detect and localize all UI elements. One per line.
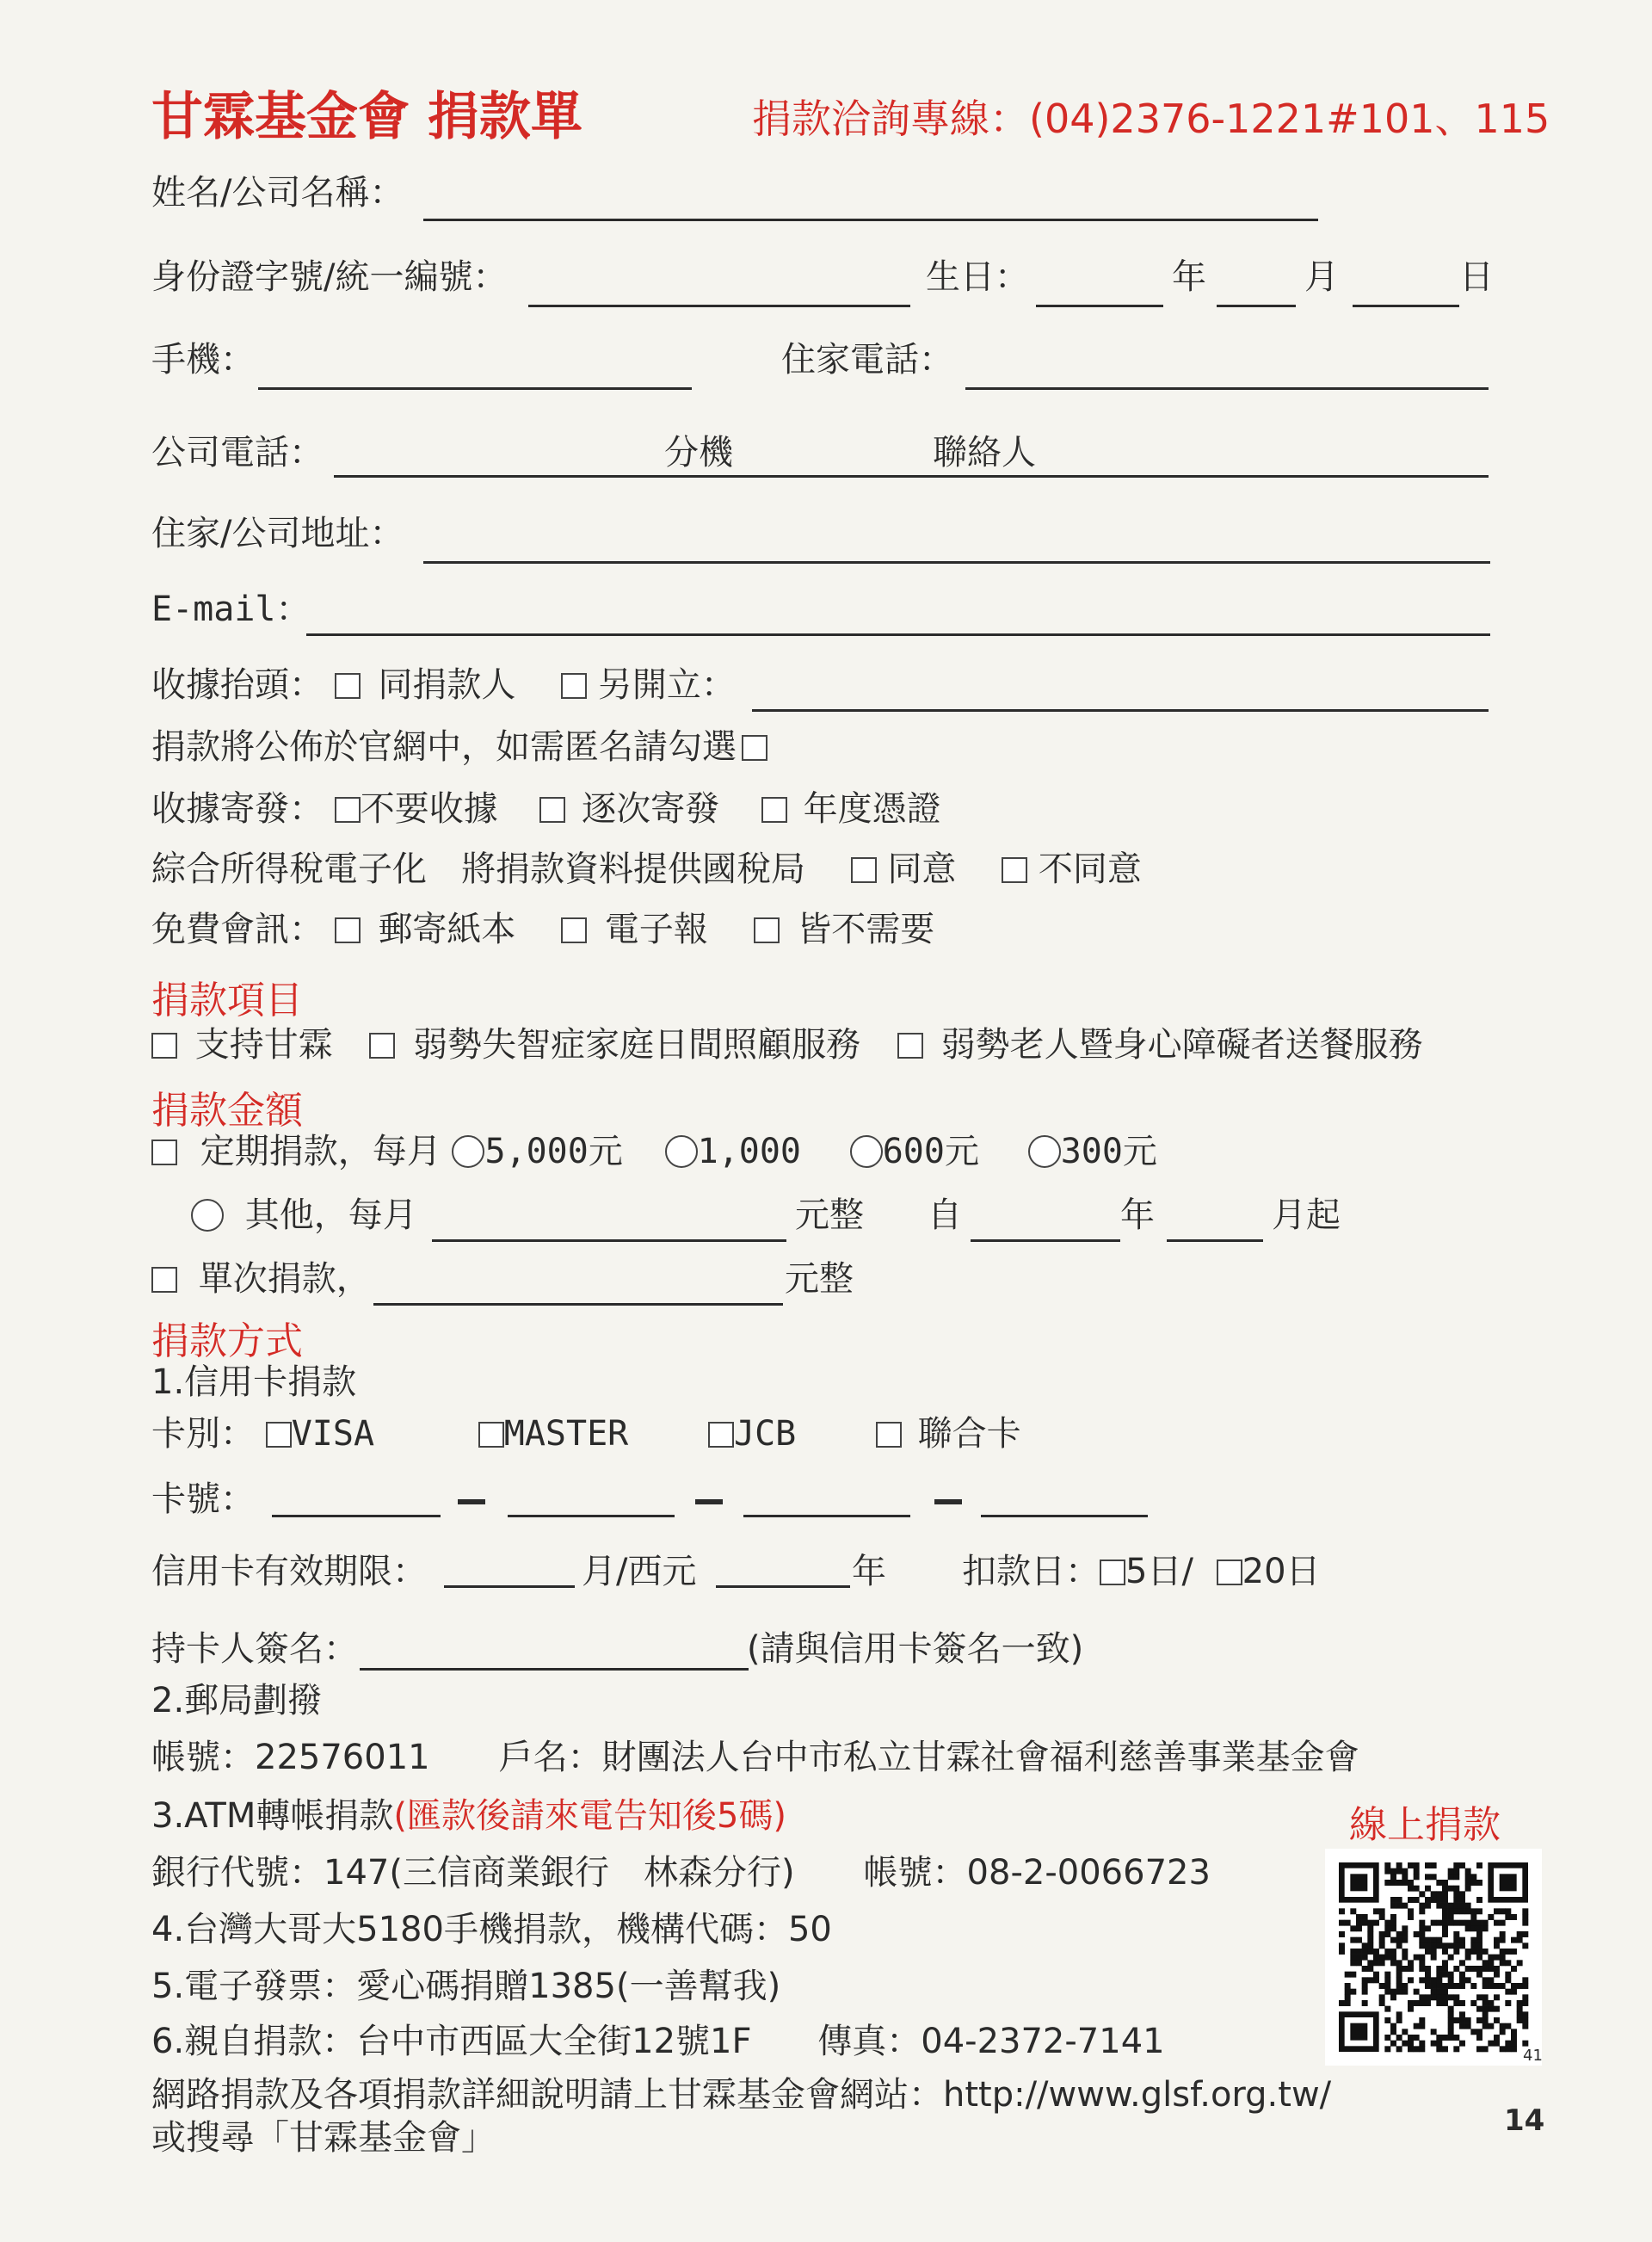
- contact-person-label: 聯絡人: [933, 433, 1036, 472]
- post-office-title: 2.郵局劃撥: [151, 1681, 323, 1720]
- same-as-donor-checkbox[interactable]: [335, 673, 361, 699]
- name-label: 姓名/公司名稱：: [151, 173, 404, 213]
- office-phone-label: 公司電話：: [151, 433, 324, 472]
- start-year-label: 年: [1120, 1195, 1155, 1235]
- card-number-part-4[interactable]: [981, 1515, 1148, 1517]
- amount-5000-label: 5,000元: [484, 1132, 623, 1171]
- single-donation-label: 單次捐款，: [198, 1259, 371, 1299]
- extension-label: 分機: [664, 433, 733, 472]
- paper-newsletter-checkbox[interactable]: [335, 917, 361, 943]
- master-checkbox[interactable]: [478, 1422, 504, 1448]
- debit-day-5-checkbox[interactable]: [1100, 1560, 1125, 1585]
- expiry-month-label: 月/西元: [582, 1552, 697, 1591]
- from-label: 自: [928, 1195, 962, 1235]
- card-type-row: [151, 1414, 1021, 1454]
- bank-info: 銀行代號：147(三信商業銀行 林森分行) 帳號：08-2-0066723: [151, 1853, 1211, 1893]
- start-month-label: 月起: [1272, 1195, 1341, 1235]
- other-amount-unit: 元整: [795, 1195, 864, 1235]
- qr-code-image: [1325, 1849, 1542, 2066]
- address-label: 住家/公司地址：: [151, 514, 404, 553]
- no-newsletter-checkbox[interactable]: [754, 917, 780, 943]
- form-title: 甘霖基金會 捐款單: [151, 87, 583, 147]
- cardholder-signature-field[interactable]: [360, 1668, 749, 1671]
- cardholder-note: (請與信用卡簽名一致): [747, 1629, 1084, 1669]
- anonymous-label: 捐款將公佈於官網中，如需匿名請勾選: [151, 727, 737, 767]
- tax-disagree-checkbox[interactable]: [1002, 857, 1027, 883]
- birth-month-field[interactable]: [1217, 305, 1296, 307]
- donation-items-row: [151, 1025, 1423, 1065]
- start-year-field[interactable]: [971, 1239, 1120, 1242]
- donation-items-heading: 捐款項目: [151, 979, 303, 1022]
- card-number-dash: [934, 1499, 962, 1504]
- tax-agree-checkbox[interactable]: [851, 857, 877, 883]
- jcb-checkbox[interactable]: [708, 1422, 734, 1448]
- id-label: 身份證字號/統一編號：: [151, 257, 508, 297]
- dementia-care-checkbox[interactable]: [369, 1033, 395, 1059]
- receipt-mailing-row: [151, 789, 941, 829]
- newsletter-row: [151, 912, 934, 947]
- mobile-donation-info: 4.台灣大哥大5180手機捐款，機構代碼：50: [151, 1910, 832, 1949]
- other-title-checkbox[interactable]: [561, 673, 587, 699]
- meal-delivery-checkbox[interactable]: [897, 1033, 923, 1059]
- regular-donation-row: [151, 1134, 1157, 1169]
- birth-day-label: 日: [1459, 257, 1494, 297]
- union-card-label: 聯合卡: [917, 1414, 1021, 1454]
- regular-donation-checkbox[interactable]: [151, 1140, 177, 1165]
- epaper-checkbox[interactable]: [561, 917, 587, 943]
- credit-card-title: 1.信用卡捐款: [151, 1362, 357, 1402]
- atm-row: [151, 1796, 787, 1836]
- debit-day-5-label: 5日/: [1125, 1552, 1193, 1591]
- newsletter-label: 免費會訊：: [151, 910, 324, 949]
- single-amount-field[interactable]: [373, 1303, 783, 1306]
- union-card-checkbox[interactable]: [876, 1422, 902, 1448]
- atm-title: 3.ATM轉帳捐款: [151, 1796, 394, 1836]
- qr-code-number: 41: [1523, 2047, 1543, 2065]
- amount-5000-radio[interactable]: [452, 1135, 484, 1168]
- each-time-checkbox[interactable]: [539, 797, 565, 823]
- cardholder-label: 持卡人簽名：: [151, 1629, 358, 1669]
- other-amount-field[interactable]: [432, 1239, 786, 1242]
- card-number-part-2[interactable]: [508, 1515, 675, 1517]
- card-type-label: 卡別：: [151, 1414, 255, 1454]
- card-number-part-3[interactable]: [743, 1515, 910, 1517]
- other-amount-radio[interactable]: [191, 1199, 224, 1232]
- start-month-field[interactable]: [1167, 1239, 1263, 1242]
- amount-300-radio[interactable]: [1028, 1135, 1061, 1168]
- card-number-part-1[interactable]: [272, 1515, 441, 1517]
- birth-day-field[interactable]: [1353, 305, 1459, 307]
- amount-600-label: 600元: [882, 1132, 979, 1171]
- tax-disagree-label: 不同意: [1038, 849, 1142, 889]
- support-label: 支持甘霖: [194, 1025, 333, 1065]
- debit-day-20-checkbox[interactable]: [1217, 1560, 1242, 1585]
- home-phone-field[interactable]: [965, 387, 1489, 390]
- email-field[interactable]: [306, 633, 1490, 636]
- mobile-field[interactable]: [258, 387, 692, 390]
- tax-label: 綜合所得稅電子化 將捐款資料提供國稅局: [151, 849, 805, 889]
- amount-600-radio[interactable]: [850, 1135, 883, 1168]
- anonymous-row: [151, 727, 767, 767]
- fax-info: 傳真：04-2372-7141: [817, 2022, 1165, 2061]
- single-donation-row: [151, 1259, 371, 1299]
- id-field[interactable]: [528, 305, 910, 307]
- tax-row: [151, 849, 1142, 889]
- expiry-label: 信用卡有效期限：: [151, 1552, 427, 1591]
- search-note: 或搜尋「甘霖基金會」: [151, 2118, 496, 2158]
- name-field[interactable]: [423, 219, 1318, 221]
- home-phone-label: 住家電話：: [781, 340, 953, 380]
- regular-donation-label: 定期捐款，每月: [200, 1132, 441, 1171]
- website-note: 網路捐款及各項捐款詳細說明請上甘霖基金會網站：http://www.glsf.org.tw/: [151, 2075, 1332, 2115]
- office-phone-field[interactable]: [334, 475, 1489, 478]
- email-label: E-mail：: [151, 590, 311, 629]
- debit-day-20-label: 20日: [1242, 1552, 1321, 1591]
- meal-delivery-label: 弱勢老人暨身心障礙者送餐服務: [940, 1025, 1423, 1065]
- paper-newsletter-label: 郵寄紙本: [378, 910, 516, 949]
- single-donation-checkbox[interactable]: [151, 1267, 177, 1293]
- visa-checkbox[interactable]: [266, 1422, 292, 1448]
- page-number: 14: [1504, 2103, 1545, 2138]
- card-number-label: 卡號：: [151, 1479, 255, 1519]
- jcb-label: JCB: [733, 1414, 797, 1454]
- single-amount-unit: 元整: [785, 1259, 854, 1299]
- annual-certificate-label: 年度憑證: [803, 789, 941, 829]
- card-number-dash: [695, 1499, 723, 1504]
- each-time-label: 逐次寄發: [582, 789, 720, 829]
- master-label: MASTER: [503, 1414, 629, 1454]
- card-number-dash: [458, 1499, 485, 1504]
- debit-day-label: 扣款日：: [962, 1552, 1100, 1591]
- donation-methods-heading: 捐款方式: [151, 1319, 303, 1363]
- other-title-field[interactable]: [752, 709, 1489, 712]
- birth-year-field[interactable]: [1036, 305, 1163, 307]
- no-receipt-checkbox[interactable]: [335, 797, 361, 823]
- debit-day-row: [962, 1554, 1321, 1589]
- epaper-label: 電子報: [604, 910, 708, 949]
- tax-agree-label: 同意: [887, 849, 957, 889]
- expiry-year-label: 年: [852, 1552, 886, 1591]
- amount-1000-radio[interactable]: [665, 1135, 698, 1168]
- birth-month-label: 月: [1304, 257, 1339, 297]
- no-newsletter-label: 皆不需要: [797, 910, 935, 949]
- expiry-month-field[interactable]: [444, 1585, 575, 1588]
- amount-300-label: 300元: [1060, 1132, 1157, 1171]
- same-as-donor-label: 同捐款人: [378, 665, 516, 705]
- anonymous-checkbox[interactable]: [742, 735, 767, 761]
- birthday-label: 生日：: [926, 257, 1029, 297]
- annual-certificate-checkbox[interactable]: [761, 797, 787, 823]
- mobile-label: 手機：: [151, 340, 255, 380]
- donation-amount-heading: 捐款金額: [151, 1089, 303, 1133]
- receipt-mailing-label: 收據寄發：: [151, 789, 324, 829]
- donation-hotline: 捐款洽詢專線：(04)2376-1221#101、115: [752, 96, 1550, 142]
- no-receipt-label: 不要收據: [360, 789, 498, 829]
- dementia-care-label: 弱勢失智症家庭日間照顧服務: [413, 1025, 861, 1065]
- qr-code[interactable]: [1325, 1849, 1542, 2066]
- amount-1000-label: 1,000: [697, 1132, 801, 1171]
- address-field[interactable]: [423, 561, 1490, 564]
- in-person-info: 6.親自捐款：台中市西區大全街12號1F: [151, 2022, 752, 2061]
- support-checkbox[interactable]: [151, 1033, 177, 1059]
- expiry-year-field[interactable]: [716, 1585, 850, 1588]
- e-invoice-info: 5.電子發票：愛心碼捐贈1385(一善幫我): [151, 1967, 781, 2006]
- other-amount-row: [191, 1195, 417, 1235]
- in-person-row: [151, 2024, 1165, 2059]
- other-title-label: 另開立：: [597, 665, 736, 705]
- visa-label: VISA: [291, 1414, 375, 1454]
- atm-note: (匯款後請來電告知後5碼): [393, 1796, 787, 1836]
- receipt-title-label: [151, 665, 736, 705]
- receipt-title-text: 收據抬頭：: [151, 665, 324, 705]
- online-donation-label: 線上捐款: [1349, 1803, 1501, 1847]
- post-office-account: 帳號：22576011 戶名：財團法人台中市私立甘霖社會福利慈善事業基金會: [151, 1738, 1359, 1777]
- birth-year-label: 年: [1172, 257, 1206, 297]
- other-amount-label: 其他，每月: [244, 1195, 417, 1235]
